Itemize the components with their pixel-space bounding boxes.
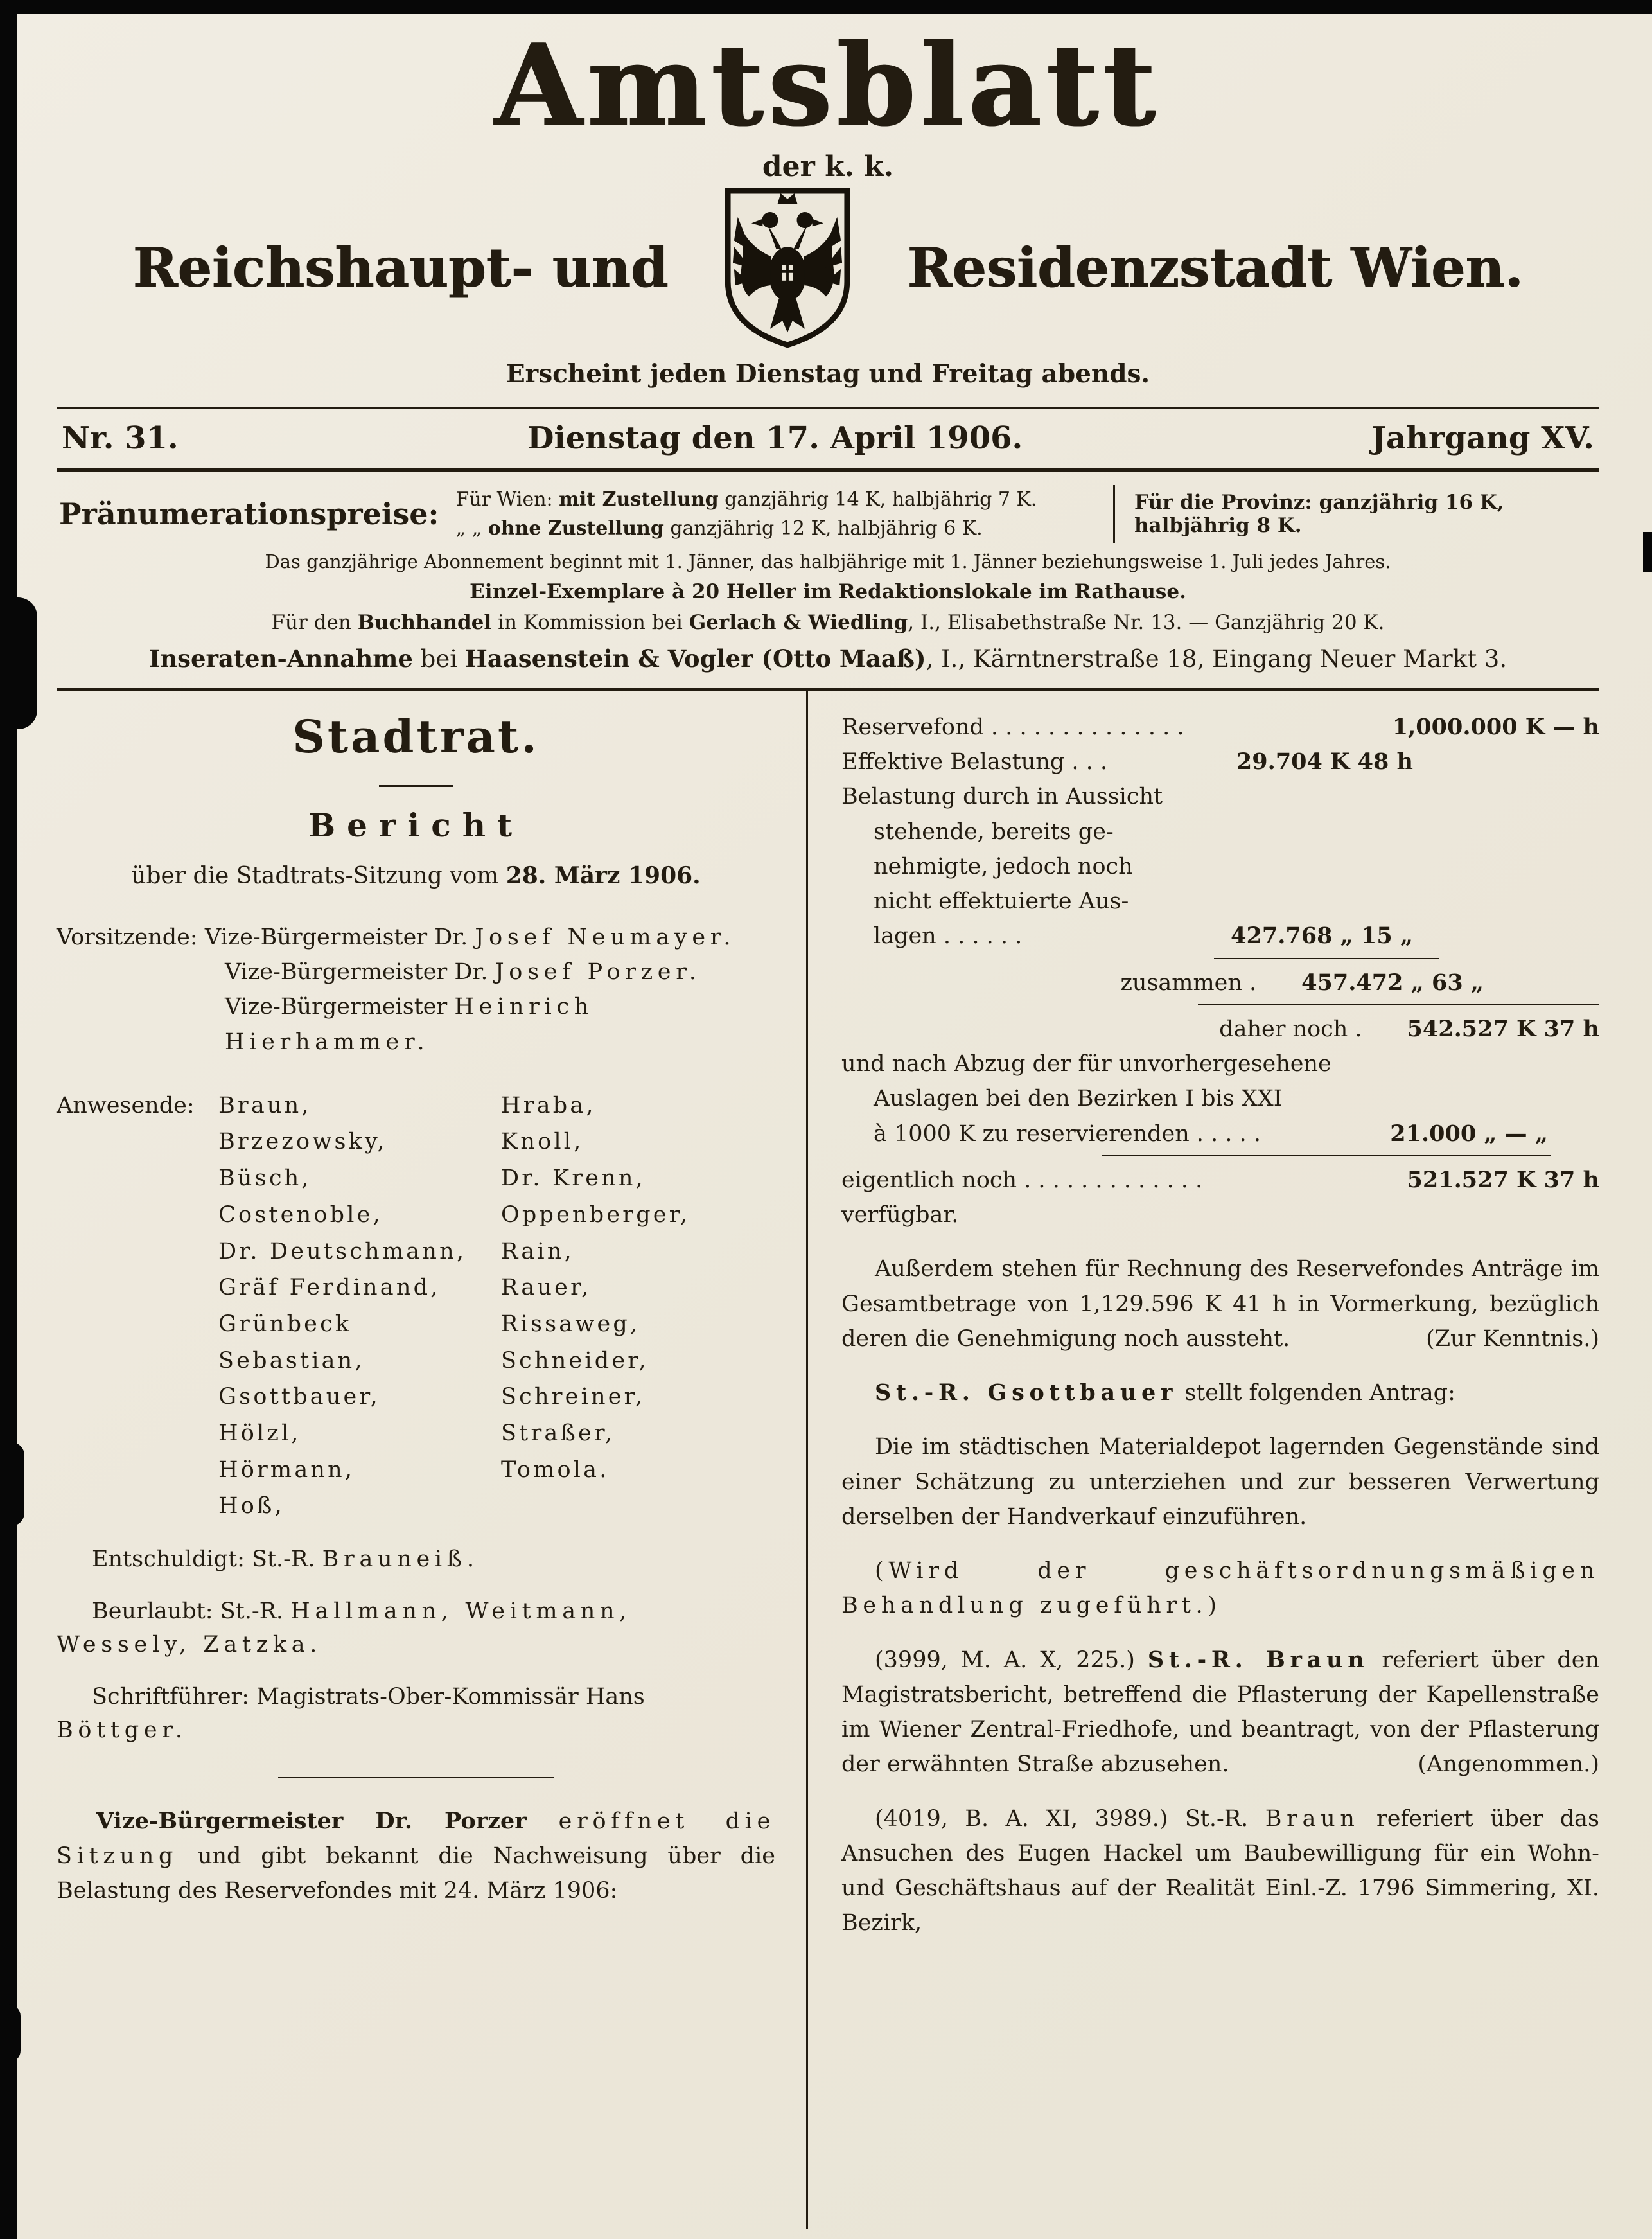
scan-artifact-top-bar xyxy=(0,0,1652,14)
attendee-name: Hraba, xyxy=(501,1092,596,1119)
attendee-name: Rissaweg, xyxy=(501,1311,640,1337)
right-column xyxy=(808,691,1599,2229)
fund-label: daher noch . xyxy=(1219,1016,1362,1042)
attendee-name: Hoß, xyxy=(218,1493,285,1519)
scan-artifact-blob xyxy=(0,597,37,729)
chair-line: Vize-Bürgermeister Heinrich Hierhammer. xyxy=(225,994,594,1055)
fund-label-line: und nach Abzug der für unvorhergesehene xyxy=(841,1051,1331,1077)
fund-row xyxy=(841,710,1599,745)
paragraph-kapellenstrasse xyxy=(841,1643,1599,1782)
left-column xyxy=(57,691,808,2229)
fund-amount: 1,000.000 K — h xyxy=(1392,713,1599,740)
advertising-note: Inseraten-Annahme bei Haasenstein & Vogler (Otto Maaß), I., Kärntnerstraße 18, Eingang Neuer Markt 3. xyxy=(148,644,1507,673)
issue-number: Nr. 31. xyxy=(62,420,179,456)
fund-amount: 29.704 K 48 h xyxy=(1236,748,1413,775)
masthead-row xyxy=(57,187,1599,349)
fund-amount: 21.000 „ — „ xyxy=(1390,1120,1548,1147)
paragraph-antrag-intro: St.-R. Gsottbauer stellt folgenden Antrag: xyxy=(875,1379,1455,1406)
fund-label: zusammen . xyxy=(1120,969,1257,996)
fund-row xyxy=(841,1117,1599,1151)
divider-rule xyxy=(278,1777,554,1778)
attendee-name: Hörmann, xyxy=(218,1456,355,1483)
on-leave-line: Beurlaubt: St.-R. Hallmann, Weitmann, Wessely, Zatzka. xyxy=(57,1598,632,1658)
imperial-eagle-emblem xyxy=(713,187,862,349)
prices-row xyxy=(59,485,1597,543)
abonnement-note: Das ganzjährige Abonnement beginnt mit 1. Jänner, das halbjährige mit 1. Jänner beziehungsweise 1. Juli jedes Jahres. xyxy=(265,550,1391,572)
fund-label-line: Auslagen bei den Bezirken I bis XXI xyxy=(874,1086,1283,1112)
fund-row xyxy=(841,966,1599,1000)
fund-label: Reservefond . . . . . . . . . . . . . . xyxy=(841,714,1184,740)
fund-label: eigentlich noch . . . . . . . . . . . . . xyxy=(841,1167,1203,1193)
date-band xyxy=(57,407,1599,472)
chair-line: Vorsitzende: Vize-Bürgermeister Dr. Josef Neumayer. xyxy=(57,924,736,950)
attendee-name: Gräf Ferdinand, xyxy=(218,1275,441,1301)
fund-label: Effektive Belastung . . . xyxy=(841,749,1107,775)
fund-label-line: Belastung durch in Aussicht xyxy=(841,784,1163,810)
fund-label-line: nehmigte, jedoch noch xyxy=(874,853,1133,880)
attendee-name: Dr. Krenn, xyxy=(501,1165,646,1192)
attendee-name: Büsch, xyxy=(218,1165,312,1192)
attendees-list xyxy=(57,1088,775,1525)
fund-row xyxy=(841,919,1599,953)
section-title: Stadtrat. xyxy=(292,709,540,763)
prices-wien-line2: „ „ ohne Zustellung ganzjährig 12 K, halbjährig 6 K. xyxy=(455,517,983,540)
masthead xyxy=(57,20,1599,389)
attendee-name: Knoll, xyxy=(501,1129,584,1155)
paragraph-antrag-text: Die im städtischen Materialdepot lagernden Gegenstände sind einer Schätzung zu unterziehen und zur besseren Verwertung derselben der Handverkauf einzuführen. xyxy=(841,1434,1599,1530)
attendee-name: Braun, xyxy=(218,1092,312,1119)
attendee-name: Brzezowsky, xyxy=(218,1129,387,1155)
scan-artifact-left-bar xyxy=(0,0,17,2239)
fund-label-line: nicht effektuierte Aus- xyxy=(874,889,1129,914)
vertical-divider xyxy=(1113,485,1115,543)
bookstore-note: Für den Buchhandel in Kommission bei Gerlach & Wiedling, I., Elisabethstraße Nr. 13. — Ganzjährig 20 K. xyxy=(271,610,1385,634)
attendee-name: Straßer, xyxy=(501,1420,615,1446)
paragraph-kenntnis xyxy=(841,1252,1599,1356)
volume-label: Jahrgang XV. xyxy=(1371,420,1594,456)
paragraph-behandlung: (Wird der geschäftsordnungsmäßigen Behandlung zugeführt.) xyxy=(841,1558,1599,1619)
gazette-subtitle: der k. k. xyxy=(762,150,894,183)
publication-schedule: Erscheint jeden Dienstag und Freitag abends. xyxy=(505,358,1150,389)
attendees-column-2 xyxy=(501,1088,690,1525)
attendee-name: Gsottbauer, xyxy=(218,1384,380,1410)
opening-paragraph: Vize-Bürgermeister Dr. Porzer eröffnet die Sitzung und gibt bekannt die Nachweisung über die Belastung des Reservefondes mit 24. März 1906: xyxy=(57,1807,775,1904)
attendee-name: Rauer, xyxy=(501,1275,592,1301)
fund-amount: 521.527 K 37 h xyxy=(1407,1166,1599,1193)
fund-amount: 542.527 K 37 h xyxy=(1407,1015,1599,1042)
ledger-rule xyxy=(1198,1004,1599,1005)
attendee-name: Grünbeck Sebastian, xyxy=(218,1311,365,1374)
attendee-name: Schreiner, xyxy=(501,1384,646,1410)
paragraph-hackel: (4019, B. A. XI, 3989.) St.-R. Braun referiert über das Ansuchen des Eugen Hackel um Baubewilligung für ein Wohn- und Geschäftshaus auf der Realität Einl.-Z. 1796 Simmering, XI. Bezirk, xyxy=(841,1805,1600,1936)
prices-label: Pränumerationspreise: xyxy=(59,496,439,531)
ledger-rule xyxy=(1102,1155,1551,1156)
fund-label: à 1000 K zu reservierenden . . . . . xyxy=(874,1120,1261,1147)
paragraph-text: (3999, M. A. X, 225.) St.-R. Braun referiert über den Magistratsbericht, betreffend die Pflasterung der Kapellenstraße im Wiener Zentral-Friedhofe, und beantragt, von der Pflasterung der erwähnten Straße abzusehen. xyxy=(841,1646,1599,1778)
body-columns xyxy=(57,691,1599,2229)
scan-artifact-right-mark xyxy=(1643,532,1652,572)
section-rule xyxy=(379,785,453,787)
attendee-name: Costenoble, xyxy=(218,1201,383,1228)
resolution-note: (Zur Kenntnis.) xyxy=(1426,1325,1599,1352)
attendee-name: Schneider, xyxy=(501,1347,649,1374)
issue-date: Dienstag den 17. April 1906. xyxy=(527,420,1023,456)
attendee-name: Dr. Deutschmann, xyxy=(218,1238,467,1264)
report-heading: Bericht xyxy=(308,806,524,844)
fund-label: lagen . . . . . . xyxy=(874,923,1023,950)
secretary-line: Schriftführer: Magistrats-Ober-Kommissär Hans Böttger. xyxy=(57,1683,645,1743)
paragraph-text: Außerdem stehen für Rechnung des Reservefondes Anträge im Gesamtbetrage von 1,129.596 K 41 h in Vormerkung, bezüglich deren die Genehmigung noch aussteht. xyxy=(841,1256,1599,1352)
excused-line: Entschuldigt: St.-R. Brauneiß. xyxy=(92,1546,479,1572)
attendees-label: Anwesende: xyxy=(57,1092,195,1119)
fund-amount: 427.768 „ 15 „ xyxy=(1231,923,1413,950)
attendee-name: Tomola. xyxy=(501,1456,610,1483)
fund-label-line: stehende, bereits ge- xyxy=(874,819,1114,845)
masthead-left-title: Reichshaupt- und xyxy=(132,236,669,300)
fund-amount: 457.472 „ 63 „ xyxy=(1301,969,1484,996)
ledger-rule xyxy=(1214,958,1439,959)
report-subheading: über die Stadtrats-Sitzung vom 28. März 1906. xyxy=(131,862,701,889)
attendee-name: Hölzl, xyxy=(218,1420,301,1446)
fund-row xyxy=(841,1012,1599,1047)
gazette-title: Amtsblatt xyxy=(495,20,1161,152)
attendee-name: Oppenberger, xyxy=(501,1201,690,1228)
scan-artifact-blob xyxy=(0,1442,24,1526)
page-content xyxy=(57,20,1600,2229)
chairs-list xyxy=(57,920,775,1059)
fund-label-line: verfügbar. xyxy=(841,1202,959,1228)
reservefond-statement xyxy=(841,710,1599,1233)
prices-wien-line1: Für Wien: mit Zustellung ganzjährig 14 K, halbjährig 7 K. xyxy=(455,488,1037,511)
prices-provinz: Für die Provinz: ganzjährig 16 K, halbjährig 8 K. xyxy=(1134,490,1504,537)
attendee-name: Rain, xyxy=(501,1238,574,1264)
fund-row xyxy=(841,1163,1599,1198)
prices-wien xyxy=(456,485,1094,543)
subscription-block xyxy=(57,472,1599,691)
attendees-column-1 xyxy=(218,1088,501,1525)
masthead-right-title: Residenzstadt Wien. xyxy=(907,236,1524,300)
single-copy-note: Einzel-Exemplare à 20 Heller im Redaktionslokale im Rathause. xyxy=(470,580,1186,603)
resolution-note: (Angenommen.) xyxy=(1418,1751,1599,1778)
fund-row xyxy=(841,745,1599,779)
scan-artifact-blob xyxy=(0,2004,21,2062)
chair-line: Vize-Bürgermeister Dr. Josef Porzer. xyxy=(225,959,701,985)
